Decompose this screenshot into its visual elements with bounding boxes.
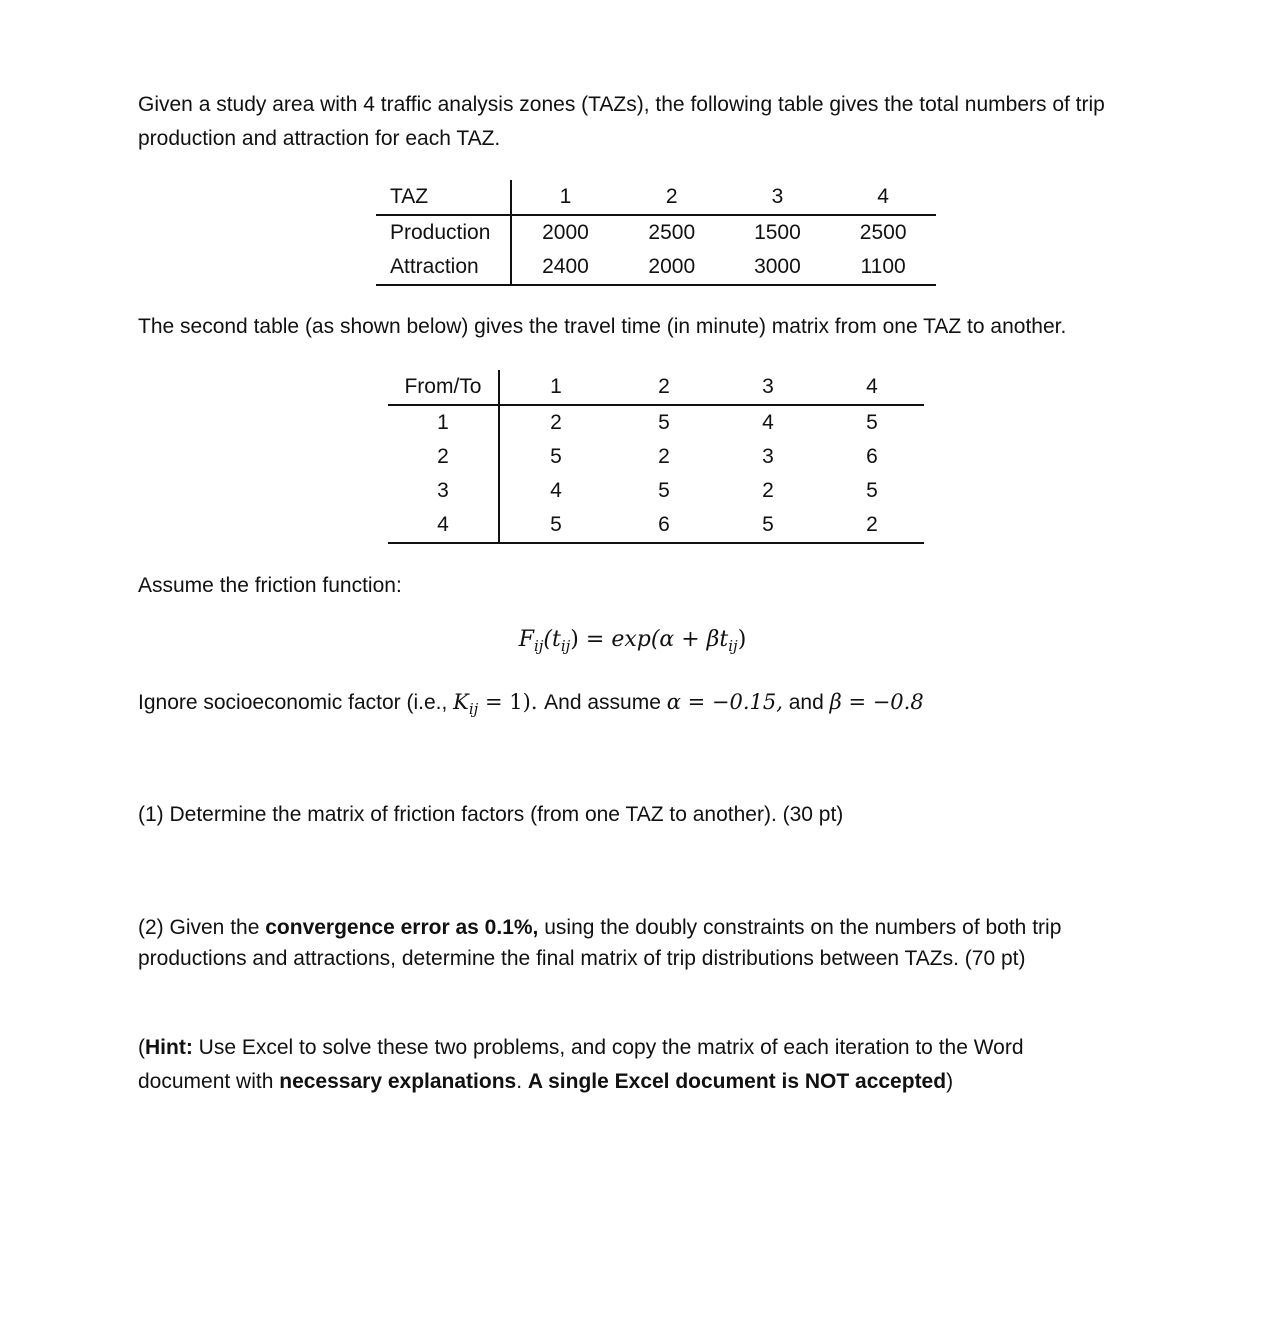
assumptions-line [138,685,1188,726]
table-cell: 5 [866,411,878,434]
hint-line-2 [138,1065,1188,1099]
table-row [388,440,924,474]
k-symbol: K [453,690,469,714]
table-cell: 5 [866,479,878,502]
question-2-line-1 [138,912,1188,943]
table-header-row [376,180,936,215]
hint-line-1 [138,1031,1188,1065]
table-cell: 2 [658,445,670,468]
table-cell: 2500 [648,221,696,244]
table-header-row [388,370,924,405]
friction-formula [0,626,1265,655]
table-cell: 2 [550,411,562,434]
table-row [376,215,936,250]
alpha-expression: α = −0.15, [666,690,783,714]
assumption-text-and: and [782,691,830,714]
to-zone-header: 1 [499,370,612,405]
from-to-header: From/To [388,370,499,405]
table-cell: 5 [550,445,562,468]
question-2-line-2: productions and attractions, determine the final matrix of trip distributions between TAZs. (70 pt) [138,947,1026,970]
question-2 [138,912,1188,974]
table-cell: 5 [550,513,562,536]
table-cell: 4 [762,411,774,434]
table-cell: 3000 [754,255,801,278]
to-zone-header: 4 [820,370,924,405]
formula-arg-sub: ij [560,637,571,655]
formula-rhs-open: exp(α + βt [611,627,729,652]
taz-zone-header: 4 [830,180,936,215]
taz-zone-header: 2 [619,180,725,215]
formula-rhs-close: ) [737,627,747,652]
hint-label: Hint: [145,1036,193,1059]
table-cell: 2000 [648,255,696,278]
beta-expression: β = −0.8 [829,690,924,714]
k-sub: ij [468,700,479,718]
formula-rhs-sub: ij [728,637,738,655]
table-cell: 6 [658,513,670,536]
table-cell: 2400 [542,255,589,278]
k-value: = 1). [478,690,545,714]
table-cell: 3 [762,445,774,468]
to-zone-header: 3 [716,370,820,405]
formula-equals: = [578,627,612,652]
table-row [388,508,924,543]
table-cell: 5 [658,479,670,502]
from-zone-label: 3 [388,474,499,508]
table-cell: 2500 [859,221,907,244]
table-cell: 2 [866,513,878,536]
row-label-production: Production [376,215,511,250]
convergence-phrase: convergence error as 0.1%, [265,916,539,939]
formula-lhs: F [518,627,534,652]
from-zone-label: 2 [388,440,499,474]
table-row [388,474,924,508]
travel-time-intro: The second table (as shown below) gives the travel time (in minute) matrix from one TAZ to another. [138,315,1067,338]
question-2-rest: using the doubly constraints on the numbers of both trip [538,916,1062,939]
hint-text-3: . [516,1070,528,1093]
table-cell: 1100 [860,255,906,278]
taz-header-label: TAZ [376,180,511,215]
to-zone-header: 2 [612,370,716,405]
table-cell: 6 [866,445,878,468]
from-zone-label: 1 [388,405,499,440]
table-cell: 4 [550,479,562,502]
row-label-attraction: Attraction [376,250,511,285]
hint-paragraph [138,1031,1188,1099]
question-1: (1) Determine the matrix of friction factors (from one TAZ to another). (30 pt) [138,803,844,826]
hint-text-1: Use Excel to solve these two problems, and copy the matrix of each iteration to the Word [192,1036,1024,1059]
table-cell: 5 [762,513,774,536]
table-cell: 2000 [542,221,589,244]
question-2-prefix: (2) Given the [138,916,266,939]
production-attraction-table [376,180,936,286]
assumption-text-before: Ignore socioeconomic factor (i.e., [138,691,454,714]
table-row [388,405,924,440]
table-cell: 1500 [754,221,801,244]
formula-arg-open: (t [543,627,561,652]
hint-bold-1: necessary explanations [279,1070,517,1093]
taz-zone-header: 1 [511,180,619,215]
formula-lhs-sub: ij [533,637,544,655]
intro-line-1: Given a study area with 4 traffic analysis zones (TAZs), the following table gives the total numbers of trip [138,93,1105,116]
hint-open-paren: ( [138,1036,145,1059]
intro-paragraph [138,88,1188,156]
hint-close-paren: ) [946,1070,954,1093]
hint-text-2: document with [138,1070,280,1093]
table-cell: 2 [762,479,774,502]
hint-bold-2: A single Excel document is NOT accepted [527,1070,947,1093]
taz-zone-header: 3 [725,180,831,215]
from-zone-label: 4 [388,508,499,543]
assumption-text-mid: And assume [544,691,667,714]
friction-intro: Assume the friction function: [138,574,402,597]
table-cell: 5 [658,411,670,434]
formula-arg-close: ) [570,627,579,652]
table-row [376,250,936,285]
intro-line-2: production and attraction for each TAZ. [138,127,501,150]
travel-time-table [388,370,924,544]
